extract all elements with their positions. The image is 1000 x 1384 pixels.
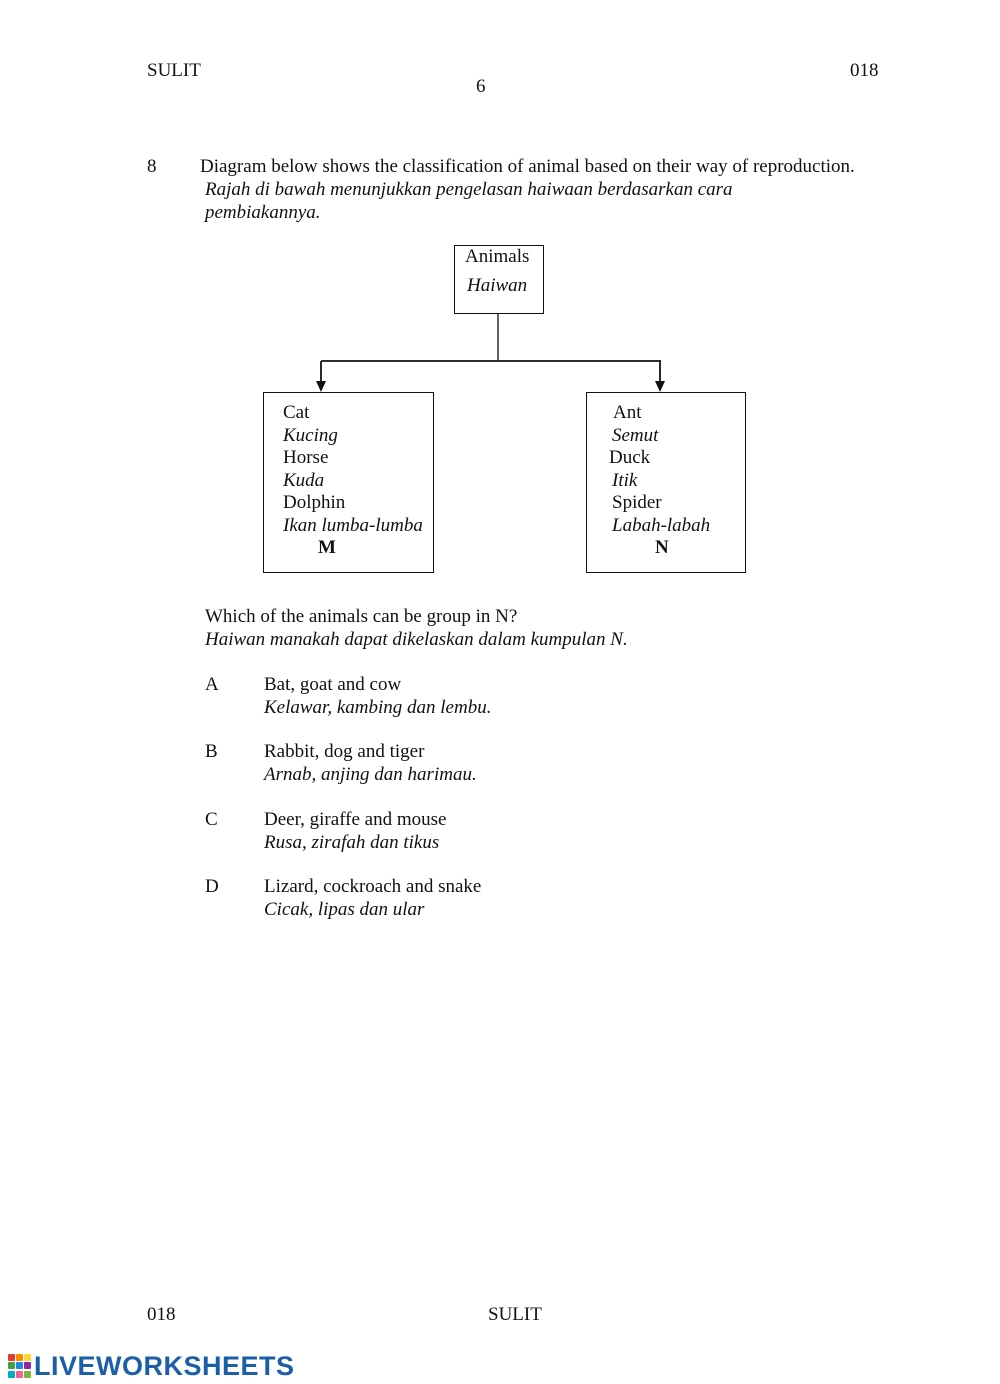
prompt-en: Which of the animals can be group in N? (205, 606, 518, 627)
liveworksheets-logo[interactable] (8, 1352, 295, 1380)
group-n-item-my: Itik (612, 470, 638, 491)
page-number: 6 (476, 76, 486, 97)
prompt-my: Haiwan manakah dapat dikelaskan dalam kumpulan N. (205, 629, 628, 650)
root-label-my: Haiwan (467, 275, 528, 296)
question-text-my-line1: Rajah di bawah menunjukkan pengelasan haiwaan berdasarkan cara (205, 179, 733, 200)
option-letter: D (205, 876, 219, 897)
footer-center-label: SULIT (488, 1304, 542, 1325)
question-text-en: Diagram below shows the classification of animal based on their way of reproduction. (200, 156, 855, 177)
group-m-item-en: Dolphin (283, 492, 346, 513)
option-text-en: Deer, giraffe and mouse (264, 809, 447, 830)
group-m-item-en: Cat (283, 402, 310, 423)
option-letter: C (205, 809, 218, 830)
group-n-item-en: Ant (613, 402, 642, 423)
group-m-item-en: Horse (283, 447, 329, 468)
option-text-my: Rusa, zirafah dan tikus (264, 832, 440, 853)
option-letter: B (205, 741, 218, 762)
group-m-box (263, 392, 434, 573)
logo-tiles-icon (8, 1354, 32, 1378)
header-left-label: SULIT (147, 60, 201, 81)
group-n-item-en: Spider (612, 492, 662, 513)
question-text-my-line2: pembiakannya. (205, 202, 321, 223)
group-n-item-my: Labah-labah (612, 515, 711, 536)
root-label-en: Animals (465, 246, 530, 267)
option-text-my: Arnab, anjing dan harimau. (264, 764, 477, 785)
group-m-item-my: Kuda (283, 470, 325, 491)
question-number: 8 (147, 156, 157, 177)
option-letter: A (205, 674, 219, 695)
option-text-en: Bat, goat and cow (264, 674, 402, 695)
footer-left-code: 018 (147, 1304, 176, 1325)
logo-text: LIVEWORKSHEETS (34, 1350, 295, 1381)
group-n-item-my: Semut (612, 425, 659, 446)
option-text-en: Rabbit, dog and tiger (264, 741, 425, 762)
option-text-my: Kelawar, kambing dan lembu. (264, 697, 492, 718)
group-m-label: M (318, 537, 336, 558)
group-n-item-en: Duck (609, 447, 651, 468)
group-m-item-my: Ikan lumba-lumba (283, 515, 423, 536)
root-box (454, 245, 544, 314)
option-text-en: Lizard, cockroach and snake (264, 876, 482, 897)
header-right-code: 018 (850, 60, 879, 81)
group-n-label: N (655, 537, 669, 558)
arrow-down-icon-left (316, 381, 326, 392)
group-m-item-my: Kucing (283, 425, 338, 446)
group-n-box (586, 392, 746, 573)
option-text-my: Cicak, lipas dan ular (264, 899, 425, 920)
arrow-down-icon-right (655, 381, 665, 392)
